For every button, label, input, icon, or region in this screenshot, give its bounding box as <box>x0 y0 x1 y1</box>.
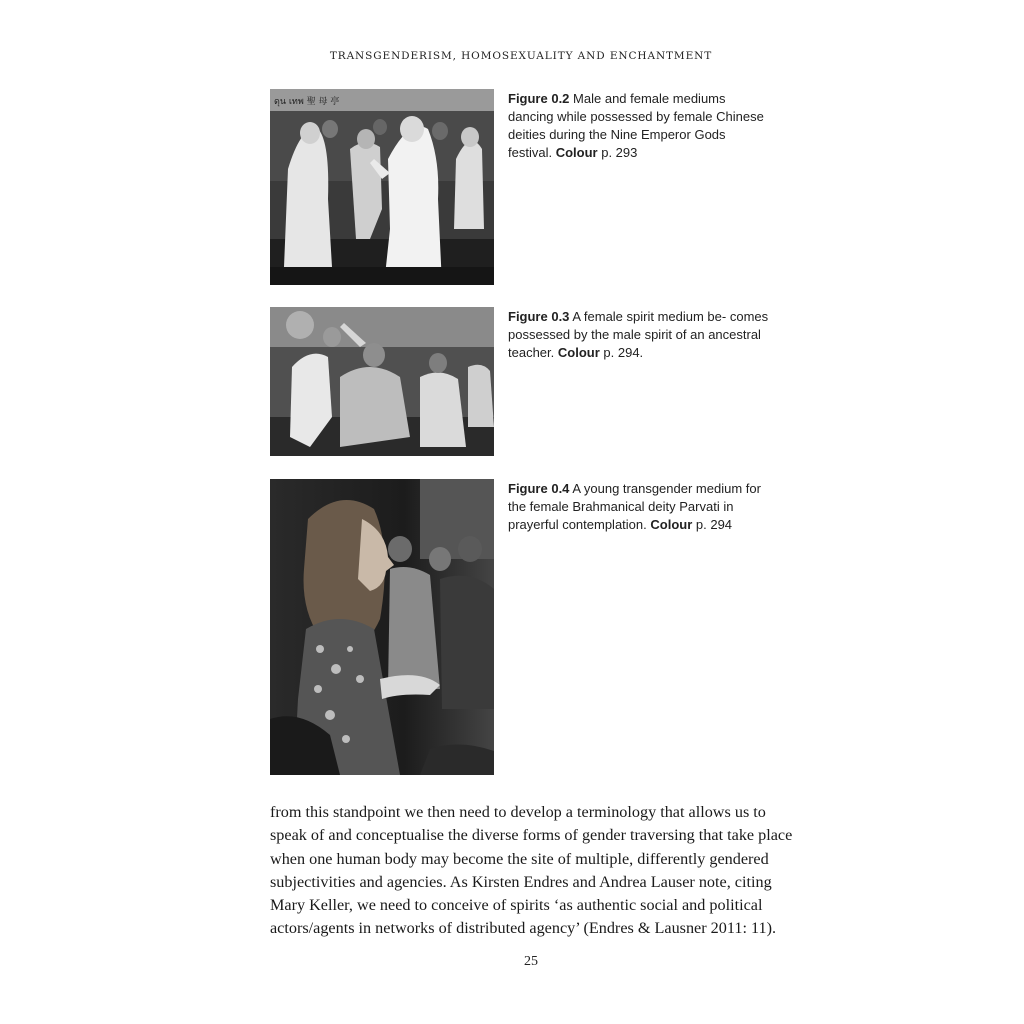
figure-0-4-colour-label: Colour <box>650 517 693 532</box>
figure-0-4-caption <box>508 480 773 534</box>
figure-0-4-text-line: for the female Brahmanical deity Parvati in <box>508 481 761 514</box>
figure-0-2-colour-label: Colour <box>555 145 598 160</box>
figure-0-4-label: Figure 0.4 <box>508 481 570 496</box>
figure-0-2-colour-ref: p. 293 <box>601 145 638 160</box>
body-line: when one human body may become the site of multiple, differently gendered <box>270 849 769 868</box>
body-line: from this standpoint we then need to develop a terminology that allows us to <box>270 803 766 821</box>
running-head: TRANSGENDERISM, HOMOSEXUALITY AND ENCHANTMENT <box>329 50 713 62</box>
spirit-medium-image <box>270 307 494 456</box>
page-number: 25 <box>524 954 538 969</box>
festival-mediums-image <box>270 89 494 285</box>
figure-0-4-photo <box>270 479 494 775</box>
photo-sign-text: ดุน เทพ 聖 母 亭 <box>274 97 340 107</box>
figure-0-2-text-line: Male and female mediums <box>573 91 726 106</box>
figure-0-2-text-line: Gods festival. <box>508 127 726 160</box>
figure-0-4-text-line: prayerful contemplation. <box>508 517 647 532</box>
body-paragraph <box>270 801 793 941</box>
figure-0-3-colour-label: Colour <box>557 345 600 360</box>
figure-0-3-text-line: A female spirit medium be- <box>572 309 727 324</box>
body-line: Mary Keller, we need to conceive of spirits ‘as authentic social and political <box>270 896 763 915</box>
figure-0-3-text-line: ancestral teacher. <box>508 327 761 360</box>
transgender-medium-image <box>270 479 494 775</box>
figure-0-3-photo <box>270 307 494 456</box>
figure-0-3-text-line: comes possessed by the male spirit of an <box>508 309 769 342</box>
figure-0-2-text-line: dancing while possessed by female <box>508 109 713 124</box>
figure-0-2-photo <box>270 89 494 285</box>
body-line: subjectivities and agencies. As Kirsten Endres and Andrea Lauser note, citing <box>270 872 772 891</box>
figure-0-3-caption <box>508 308 773 362</box>
body-line: actors/agents in networks of distributed agency’ (Endres & Lausner 2011: 11). <box>270 919 777 938</box>
figure-0-3-colour-ref: p. 294. <box>603 345 644 360</box>
figure-0-3-label: Figure 0.3 <box>508 309 570 324</box>
figure-0-2-label: Figure 0.2 <box>508 91 570 106</box>
figure-0-4-text-line: A young transgender medium <box>572 481 743 496</box>
figure-0-2-caption <box>508 90 773 162</box>
figure-0-2-text-line: Chinese deities during the Nine Emperor <box>508 109 764 142</box>
figure-0-4-colour-ref: p. 294 <box>695 517 733 532</box>
body-line: speak of and conceptualise the diverse forms of gender traversing that take place <box>270 826 793 845</box>
